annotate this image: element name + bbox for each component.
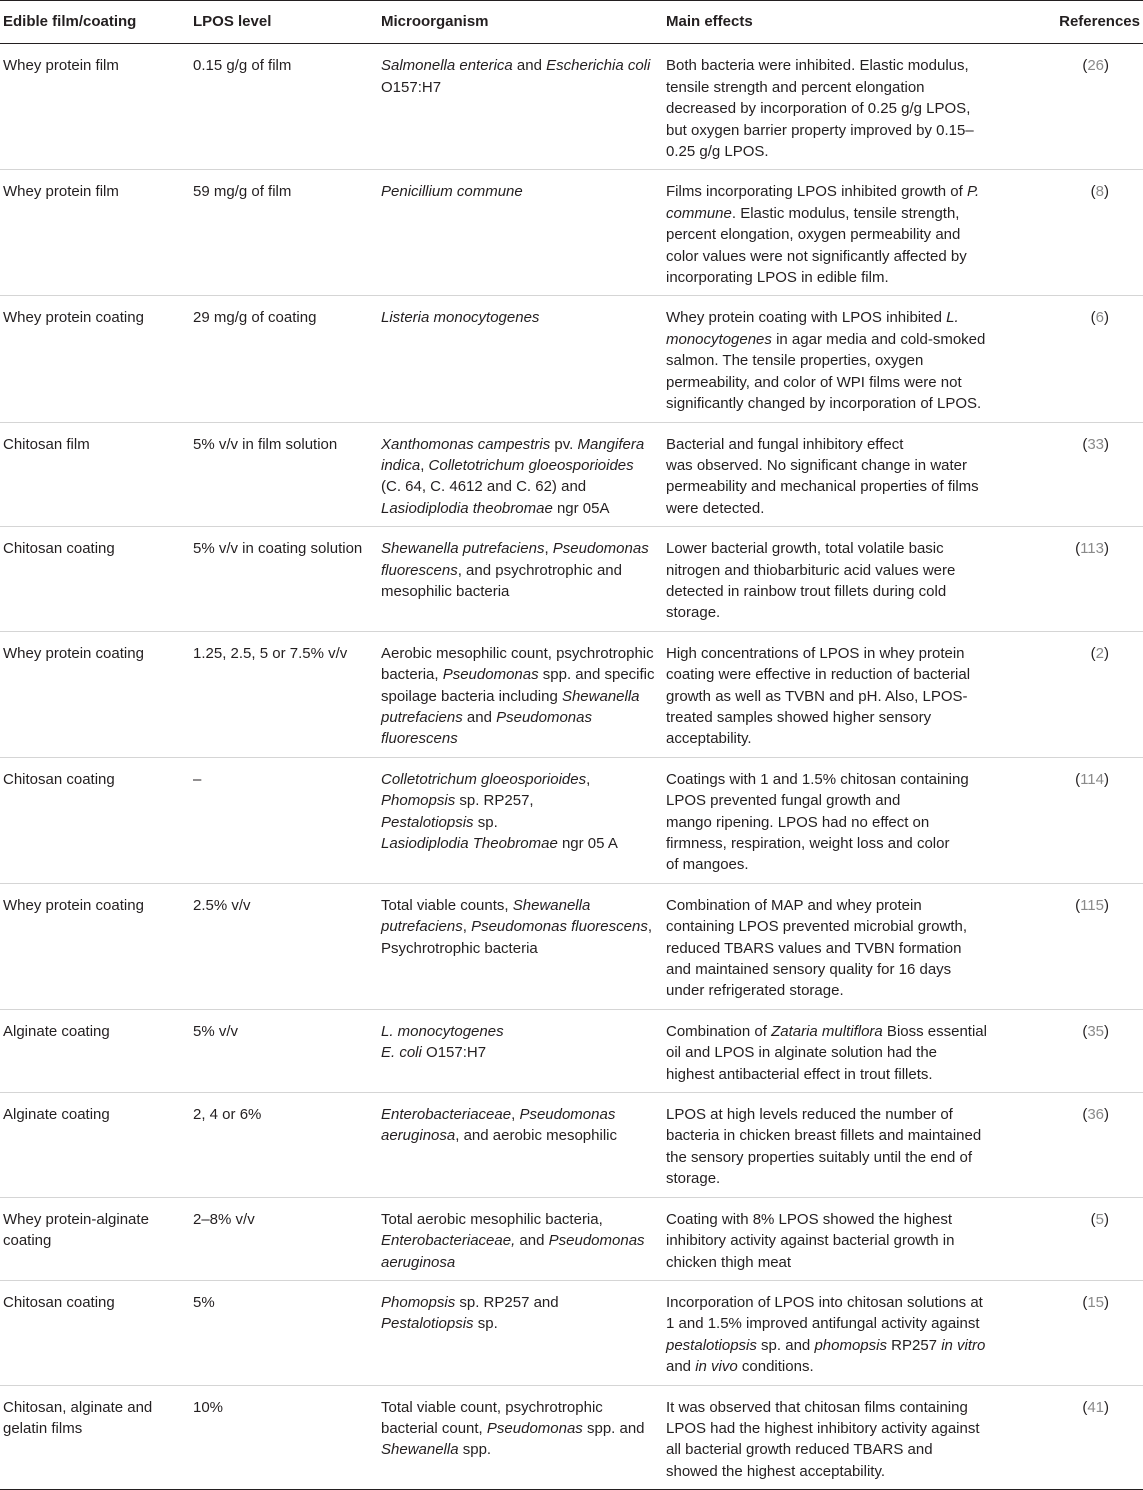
cell-microorganism: L. monocytogenes E. coli O157:H7 [378, 1009, 663, 1092]
table-row [0, 527, 1143, 632]
reference-link[interactable]: 36 [1087, 1106, 1104, 1124]
cell-reference: (15) [995, 1280, 1143, 1385]
reference-link[interactable]: 5 [1095, 1210, 1104, 1228]
table-row [0, 1280, 1143, 1385]
cell-reference: (36) [995, 1093, 1143, 1198]
cell-film-coating: Whey protein film [0, 44, 190, 170]
cell-reference: (115) [995, 883, 1143, 1009]
reference-link[interactable]: 2 [1095, 644, 1104, 662]
cell-lpos-level: 29 mg/g of coating [190, 296, 378, 422]
cell-reference: (114) [995, 757, 1143, 883]
table-row [0, 1197, 1143, 1280]
cell-reference: (113) [995, 527, 1143, 632]
cell-lpos-level: 5% v/v [190, 1009, 378, 1092]
cell-film-coating: Whey protein coating [0, 296, 190, 422]
cell-main-effects: Both bacteria were inhibited. Elastic modulus, tensile strength and percent elongation decreased by incorporation of 0.25 g/g LPOS, but oxygen barrier property improved by 0.15–0.25 g/g LPOS. [663, 44, 995, 170]
cell-microorganism: Total aerobic mesophilic bacteria, Enterobacteriaceae, and Pseudomonas aeruginosa [378, 1197, 663, 1280]
cell-film-coating: Alginate coating [0, 1093, 190, 1198]
cell-microorganism: Penicillium commune [378, 170, 663, 296]
cell-reference: (33) [995, 422, 1143, 527]
reference-link[interactable]: 115 [1080, 896, 1104, 914]
reference-link[interactable]: 6 [1095, 309, 1104, 327]
table-row [0, 631, 1143, 757]
cell-main-effects: Combination of MAP and whey protein containing LPOS prevented microbial growth, reduced TBARS values and TVBN formation and maintained sensory quality for 16 days under refrigerated storage. [663, 883, 995, 1009]
cell-main-effects: Bacterial and fungal inhibitory effect was observed. No significant change in water permeability and mechanical properties of films were detected. [663, 422, 995, 527]
reference-link[interactable]: 15 [1087, 1293, 1104, 1311]
reference-link[interactable]: 8 [1095, 183, 1104, 201]
cell-reference: (26) [995, 44, 1143, 170]
cell-lpos-level: 59 mg/g of film [190, 170, 378, 296]
table-body [0, 44, 1143, 1490]
header-main-effects: Main effects [663, 1, 995, 44]
cell-lpos-level: 5% [190, 1280, 378, 1385]
cell-film-coating: Chitosan coating [0, 1280, 190, 1385]
header-references: References [995, 1, 1143, 44]
reference-link[interactable]: 41 [1087, 1398, 1104, 1416]
cell-lpos-level: 2–8% v/v [190, 1197, 378, 1280]
cell-main-effects: High concentrations of LPOS in whey protein coating were effective in reduction of bacterial growth as well as TVBN and pH. Also, LPOS-treated samples showed higher sensory acceptability. [663, 631, 995, 757]
header-row [0, 1, 1143, 44]
reference-link[interactable]: 35 [1087, 1022, 1104, 1040]
cell-main-effects: Lower bacterial growth, total volatile basic nitrogen and thiobarbituric acid values were detected in rainbow trout fillets during cold storage. [663, 527, 995, 632]
cell-main-effects: Combination of Zataria multiflora Bioss essential oil and LPOS in alginate solution had the highest antibacterial effect in trout fillets. [663, 1009, 995, 1092]
header-edible-film-coating: Edible film/coating [0, 1, 190, 44]
cell-lpos-level: – [190, 757, 378, 883]
cell-microorganism: Phomopsis sp. RP257 and Pestalotiopsis sp. [378, 1280, 663, 1385]
cell-reference: (5) [995, 1197, 1143, 1280]
cell-film-coating: Whey protein coating [0, 631, 190, 757]
cell-film-coating: Alginate coating [0, 1009, 190, 1092]
cell-reference: (2) [995, 631, 1143, 757]
cell-microorganism: Colletotrichum gloeosporioides, Phomopsis sp. RP257, Pestalotiopsis sp. Lasiodiplodia Theobromae ngr 05 A [378, 757, 663, 883]
cell-reference: (6) [995, 296, 1143, 422]
cell-film-coating: Whey protein film [0, 170, 190, 296]
cell-lpos-level: 2, 4 or 6% [190, 1093, 378, 1198]
cell-microorganism: Aerobic mesophilic count, psychrotrophic bacteria, Pseudomonas spp. and specific spoilage bacteria including Shewanella putrefaciens and Pseudomonas fluorescens [378, 631, 663, 757]
cell-microorganism: Enterobacteriaceae, Pseudomonas aeruginosa, and aerobic mesophilic [378, 1093, 663, 1198]
cell-film-coating: Chitosan coating [0, 527, 190, 632]
cell-microorganism: Total viable counts, Shewanella putrefaciens, Pseudomonas fluorescens, Psychrotrophic bacteria [378, 883, 663, 1009]
header-lpos-level: LPOS level [190, 1, 378, 44]
cell-microorganism: Salmonella enterica and Escherichia coli O157:H7 [378, 44, 663, 170]
cell-microorganism: Shewanella putrefaciens, Pseudomonas fluorescens, and psychrotrophic and mesophilic bacteria [378, 527, 663, 632]
table-row [0, 1385, 1143, 1490]
table-row [0, 1093, 1143, 1198]
cell-film-coating: Whey protein-alginate coating [0, 1197, 190, 1280]
cell-main-effects: Films incorporating LPOS inhibited growth of P. commune. Elastic modulus, tensile strength, percent elongation, oxygen permeability and color values were not significantly affected by incorporating LPOS in edible film. [663, 170, 995, 296]
cell-lpos-level: 5% v/v in coating solution [190, 527, 378, 632]
cell-lpos-level: 10% [190, 1385, 378, 1490]
table-row [0, 422, 1143, 527]
cell-lpos-level: 2.5% v/v [190, 883, 378, 1009]
cell-film-coating: Chitosan coating [0, 757, 190, 883]
table-row [0, 296, 1143, 422]
cell-microorganism: Total viable count, psychrotrophic bacterial count, Pseudomonas spp. and Shewanella spp. [378, 1385, 663, 1490]
cell-film-coating: Whey protein coating [0, 883, 190, 1009]
cell-main-effects: LPOS at high levels reduced the number of bacteria in chicken breast fillets and maintained the sensory properties suitably until the end of storage. [663, 1093, 995, 1198]
cell-reference: (35) [995, 1009, 1143, 1092]
header-microorganism: Microorganism [378, 1, 663, 44]
cell-film-coating: Chitosan, alginate and gelatin films [0, 1385, 190, 1490]
table-row [0, 44, 1143, 170]
cell-lpos-level: 1.25, 2.5, 5 or 7.5% v/v [190, 631, 378, 757]
reference-link[interactable]: 26 [1087, 57, 1104, 75]
reference-link[interactable]: 33 [1087, 435, 1104, 453]
cell-microorganism: Xanthomonas campestris pv. Mangifera indica, Colletotrichum gloeosporioides (C. 64, C. 4612 and C. 62) and Lasiodiplodia theobromae ngr 05A [378, 422, 663, 527]
table-row [0, 1009, 1143, 1092]
cell-film-coating: Chitosan film [0, 422, 190, 527]
cell-main-effects: Coating with 8% LPOS showed the highest inhibitory activity against bacterial growth in chicken thigh meat [663, 1197, 995, 1280]
cell-lpos-level: 5% v/v in film solution [190, 422, 378, 527]
cell-reference: (41) [995, 1385, 1143, 1490]
cell-microorganism: Listeria monocytogenes [378, 296, 663, 422]
table-row [0, 170, 1143, 296]
table-row [0, 757, 1143, 883]
cell-main-effects: Coatings with 1 and 1.5% chitosan containing LPOS prevented fungal growth and mango ripening. LPOS had no effect on firmness, respiration, weight loss and color of mangoes. [663, 757, 995, 883]
reference-link[interactable]: 113 [1080, 540, 1104, 558]
table-row [0, 883, 1143, 1009]
cell-reference: (8) [995, 170, 1143, 296]
cell-main-effects: Whey protein coating with LPOS inhibited L. monocytogenes in agar media and cold-smoked salmon. The tensile properties, oxygen permeability, and color of WPI films were not significantly changed by incorporation of LPOS. [663, 296, 995, 422]
cell-lpos-level: 0.15 g/g of film [190, 44, 378, 170]
cell-main-effects: It was observed that chitosan films containing LPOS had the highest inhibitory activity against all bacterial growth reduced TBARS and showed the highest acceptability. [663, 1385, 995, 1490]
reference-link[interactable]: 114 [1080, 770, 1104, 788]
cell-main-effects: Incorporation of LPOS into chitosan solutions at 1 and 1.5% improved antifungal activity against pestalotiopsis sp. and phomopsis RP257 in vitro and in vivo conditions. [663, 1280, 995, 1385]
